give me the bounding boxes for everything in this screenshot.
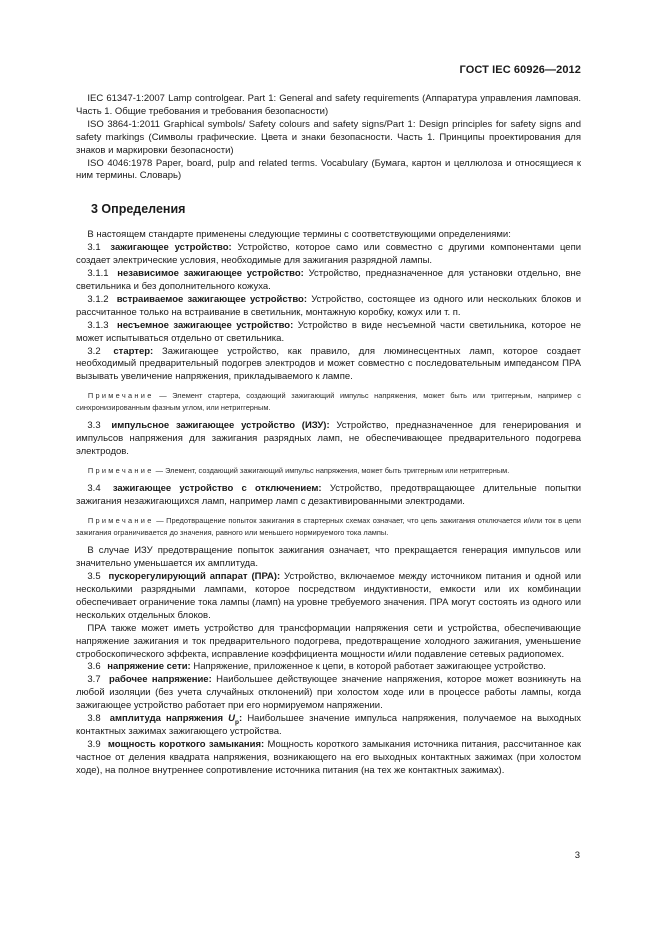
definition-number: 3.8 <box>87 713 101 725</box>
definition-3-1-1 <box>76 268 581 294</box>
note-3-2 <box>76 390 581 413</box>
page-content <box>76 93 581 778</box>
reference-iso-3864: ISO 3864-1:2011 Graphical symbols/ Safety colours and safety signs/Part 1: Design principles for safety signs and safety markings (Символы графические. Цвета и знаки безопасности. Часть 1. Принципы проектирования для знаков и маркировки безопасности) <box>76 118 581 156</box>
definition-number: 3.9 <box>87 738 101 750</box>
definition-number: 3.7 <box>87 674 101 686</box>
definition-3-1-2 <box>76 294 581 320</box>
definition-number: 3.6 <box>87 661 101 673</box>
page-number: 3 <box>574 850 580 861</box>
symbol-subscript: p <box>235 718 240 726</box>
reference-iso-4046: ISO 4046:1978 Paper, board, pulp and related terms. Vocabulary (Бумага, картон и целлюлоза и относящиеся к ним термины. Словарь) <box>76 157 581 182</box>
definition-number: 3.4 <box>87 483 101 495</box>
definition-3-2 <box>76 346 581 385</box>
symbol-letter: U <box>228 713 236 725</box>
definition-number: 3.1.2 <box>87 293 109 305</box>
definition-term: несъемное зажигающее устройство: <box>116 319 294 331</box>
standard-header: ГОСТ IEC 60926—2012 <box>459 64 581 76</box>
definition-text: Устройство, которое само или совместно с другими компонентами цепи создает электрические условия, необходимые для зажигания разрядной лампы. <box>76 242 582 267</box>
paragraph-izu: В случае ИЗУ предотвращение попыток зажигания означает, что прекращается генерация импульсов или значительно уменьшается их амплитуда. <box>76 545 581 570</box>
term-colon: : <box>239 713 243 725</box>
voltage-symbol <box>228 713 242 724</box>
section-title: 3 Определения <box>91 202 186 217</box>
definition-3-1 <box>76 242 581 268</box>
definition-text: Устройство в виде несъемной части светильника, которое не может испытываться отдельно от светильника. <box>76 319 582 344</box>
definition-number: 3.1.3 <box>87 319 109 331</box>
definition-term: рабочее напряжение: <box>108 674 212 686</box>
definition-3-9 <box>76 739 581 778</box>
definition-text: Наибольшее значение импульса напряжения, получаемое на выходных контактных зажимах зажигающего устройства. <box>76 713 582 737</box>
definition-3-5 <box>76 571 581 623</box>
definition-text: Устройство, предотвращающее длительные попытки зажигания незажигающихся ламп, например ламп с дезактивированными электродами. <box>76 483 582 508</box>
definition-3-8 <box>76 713 581 739</box>
definition-term: амплитуда напряжения <box>109 713 224 725</box>
definition-3-4 <box>76 483 581 509</box>
definition-3-3 <box>76 420 581 459</box>
definition-term: независимое зажигающее устройство: <box>117 268 304 280</box>
definition-term: зажигающее устройство: <box>110 242 232 254</box>
definition-term: напряжение сети: <box>107 661 191 673</box>
definition-3-6 <box>76 661 581 674</box>
definition-term: встраиваемое зажигающее устройство: <box>116 293 308 305</box>
definition-3-7 <box>76 674 581 713</box>
definition-number: 3.1.1 <box>87 268 109 280</box>
section-intro: В настоящем стандарте применены следующие термины с соответствующими определениями: <box>87 229 511 241</box>
definition-term: стартер: <box>113 345 154 357</box>
definition-term: импульсное зажигающее устройство (ИЗУ): <box>111 420 330 432</box>
note-label: Примечание <box>87 465 154 475</box>
definition-text: Мощность короткого замыкания источника питания, рассчитанное как частное от деления квадрата напряжения, возникающего на его выходных контактных зажимах (при холостом ходе), на полное внутреннее сопротивление источника питания (на тех же контактных зажимах). <box>76 738 582 776</box>
reference-iec-61347: IEC 61347-1:2007 Lamp controlgear. Part 1: General and safety requirements (Аппаратура управления ламповая. Часть 1. Общие требования и требования безопасности) <box>76 93 581 117</box>
note-label: Примечание <box>87 391 154 401</box>
definition-text: Наибольшее действующее значение напряжения, которое может возникнуть на любой изоляции (без учета случайных отклонений) при холостом ходе или в процессе работы лампы, когда зажигающее устройство работает при его нормируемом напряжении. <box>76 674 582 712</box>
note-3-4 <box>76 515 581 538</box>
definition-number: 3.3 <box>87 420 101 432</box>
definition-term: мощность короткого замыкания: <box>107 738 265 750</box>
definition-text: Напряжение, приложенное к цепи, в которой работает зажигающее устройство. <box>193 661 546 673</box>
definition-number: 3.1 <box>87 242 101 254</box>
definition-text: Устройство, предназначенное для установки отдельно, вне светильника и без дополнительного кожуха. <box>76 268 582 292</box>
definition-number: 3.2 <box>87 345 101 357</box>
definition-text: Устройство, состоящее из одного или нескольких блоков и рассчитанное только на встраивание в светильник, монтажную коробку, кожух или т. п. <box>76 293 582 318</box>
definition-text: Устройство, предназначенное для генерирования и импульсов напряжения для зажигания разрядных ламп, не обеспечивающее предварительного подогрева электродов. <box>76 420 582 458</box>
note-text: — Предотвращение попыток зажигания в стартерных схемах означает, что цепь зажигания отключается и/или ток в цепи зажигания ограничивается до значения, равного или меньшего нормируемого тока лампы. <box>76 516 581 537</box>
note-label: Примечание <box>87 516 154 526</box>
definition-text: Зажигающее устройство, как правило, для люминесцентных ламп, которое создает необходимый предварительный подогрев электродов и может совместно с последовательным импедансом ПРА вызывать увеличение напряжения, прикладываемого к лампе. <box>76 345 581 383</box>
definition-term: зажигающее устройство с отключением: <box>112 483 322 495</box>
definition-text: Устройство, включаемое между источником питания и одной или несколькими разрядными лампами, которое посредством индуктивности, емкости или их комбинации обеспечивает ограничение тока лампы (ламп) на уровне требуемого значения. ПРА могут состоять из одного или нескольких отдельных блоков. <box>76 571 581 621</box>
note-3-3 <box>76 465 581 477</box>
paragraph-pra: ПРА также может иметь устройство для трансформации напряжения сети и устройства, обеспечивающие напряжение зажигания и ток предварительного подогрева, предотвращение холодного зажигания, уменьшение стробоскопического эффекта, исправление коэффициента мощности и/или подавление сетевых радиопомех. <box>76 622 581 660</box>
definition-number: 3.5 <box>87 571 101 583</box>
note-text: — Элемент стартера, создающий зажигающий импульс напряжения, может быть или триггерным, например с синхронизированным фазным углом, или нетриггерным. <box>76 391 581 412</box>
definition-term: пускорегулирующий аппарат (ПРА): <box>108 571 281 583</box>
note-text: — Элемент, создающий зажигающий импульс напряжения, может быть триггерным или нетриггерным. <box>155 465 510 475</box>
definition-3-1-3 <box>76 320 581 346</box>
